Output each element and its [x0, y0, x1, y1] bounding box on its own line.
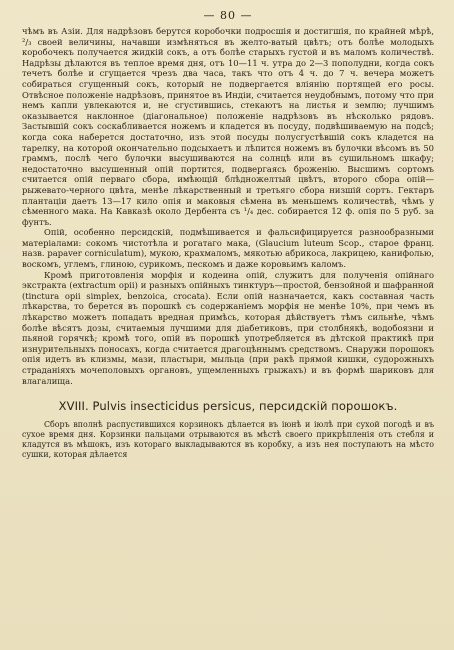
paragraph-adulteration: Опій, особенно персидскій, подмѣшивается и фальсифицируется разнообразными матеріалами: сокомъ чистотѣла и рогатаго мака, (Glaucium luteum Scop., старое франц. назв. papaver corniculatum), мукою, крахмаломъ, мякотью абрикоса, лакрицею, канифолью, воскомъ, углемъ, глиною, сурикомъ, пескомъ и даже коровьимъ каломъ. [22, 227, 434, 270]
page-number: — 80 — [203, 9, 253, 22]
section-paragraph: Сборъ вполнѣ распустившихся корзинокъ дѣлается въ іюнѣ и іюлѣ при сухой погодѣ и въ сухое время дня. Корзинки пальцами отрываются въ мѣстѣ своего прикрѣпленія отъ стебля и кладутся въ мѣшокъ, изъ котораго выкладываются въ коробку, а изъ нея поступаютъ на мѣсто сушки, которая дѣлается [22, 420, 434, 460]
paragraph-harvest: чѣмъ въ Азіи. Для надрѣзовъ берутся коробочки подросшія и достигшія, по крайней мѣрѣ, ²/₃ своей величины, начавши измѣняться въ желто-ватый цвѣтъ; отъ болѣе молодыхъ коробочекъ получается жидкій сокъ, а отъ болѣе старыхъ густой и въ маломъ количествѣ. Надрѣзы дѣлаются въ теплое время дня, отъ 10—11 ч. утра до 2—3 пополудни, когда сокъ течетъ болѣе и сгущается чрезъ два часа, такъ что отъ 4 ч. до 7 ч. вечера можетъ собираться сгущенный сокъ, который не подвергается вліянію портящей его росы. Отвѣсное положеніе надрѣзовъ, принятое въ Индіи, считается неудобнымъ, потому что при немъ капли увлекаются и, не сгустившись, стекаютъ на листья и землю; лучшимъ оказывается наклонное (діагональное) положеніе надрѣзовъ въ нѣсколько рядовъ. Застывшій сокъ соскабливается ножемъ и кладется въ посуду, подвѣшиваемую на подсѣ; когда сока наберется достаточно, изъ этой посуды полусгустѣвшій сокъ кладется на тарелку, на которой окончательно подсыхаетъ и лѣпится ножемъ въ булочки вѣсомъ въ 50 граммъ, послѣ чего булочки высушиваются на солнцѣ или въ сушильномъ шкафу; недостаточно высушенный опій портится, подвергаясь броженію. Высшимъ сортомъ считается опій перваго сбора, имѣющій блѣдножелтый цвѣтъ, второго сбора опій—рыжевато-черного цвѣта, менѣе лѣкарственный и третьяго сбора низшій сортъ. Гектаръ плантаціи даетъ 13—17 кило опія и маковыя сѣмена въ меньшемъ количествѣ, чѣмъ у сѣменного мака. На Кавказѣ около Дербента съ ¹/₄ дес. собирается 12 ф. опія по 5 руб. за фунтъ. [22, 26, 434, 227]
section-heading: XVIII. Pulvis insecticidus persicus, персидскій порошокъ. [58, 399, 398, 414]
paragraph-medical-use: Кромѣ приготовленія морфія и кодеина опій, служитъ для полученія опійнаго экстракта (extractum opii) и разныхъ опійныхъ тинктуръ—простой, бензойной и шафранной (tinctura opii simplex, benzoica, crocata). Если опій назначается, какъ составная часть лѣкарства, то берется въ порошкѣ съ содержаніемъ морфія не менѣе 10%, при чемъ въ лѣкарство можетъ попадать вредная примѣсь, которая дѣйствуетъ тѣмъ сильнѣе, чѣмъ болѣе вѣсятъ дозы, считаемыя лучшими для діабетиковъ, при столбнякѣ, водобоязни и пьяной горячкѣ; кромѣ того, опій въ порошкѣ употребляется въ дѣтской практикѣ при изнурительныхъ поносахъ, когда считается драгоцѣннымъ средствомъ. Снаружи порошокъ опія идетъ въ клизмы, мази, пластыри, мыльца (при ракѣ прямой кишки, судорожныхъ страданіяхъ мочеполовыхъ органовъ, ущемленныхъ грыжахъ) и въ формѣ шариковъ для влагалища. [22, 269, 434, 386]
